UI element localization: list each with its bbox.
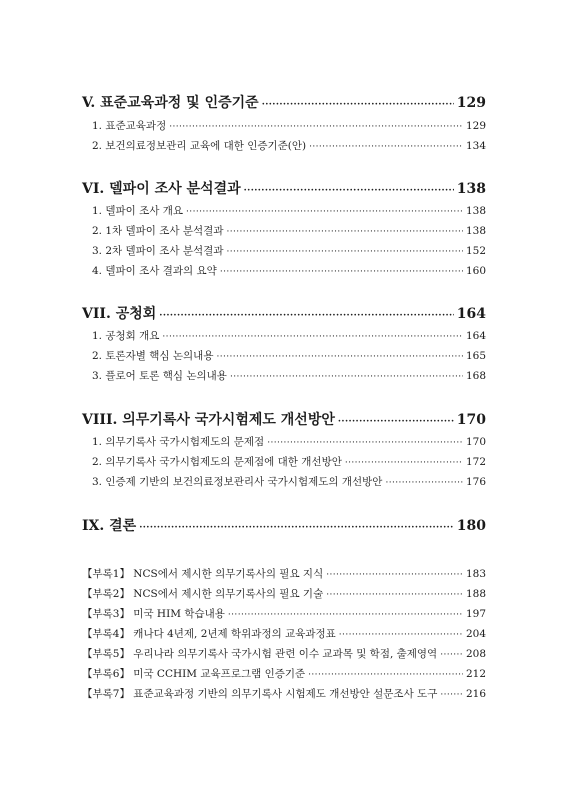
toc-page-number: 165 [465,350,486,362]
dot-leader [308,670,463,680]
toc-section-title: IX. 결론 [82,518,137,534]
toc-page-number: 176 [465,476,486,488]
toc-item[interactable] [92,203,486,218]
toc-page-number: 138 [456,181,486,197]
toc-appendix-title: 【부록5】 우리나라 의무기록사 국가시험 관련 이수 교과목 및 학점, 출제영역 [82,648,438,660]
toc-section-title: VIII. 의무기록사 국가시험제도 개선방안 [82,412,335,428]
toc-appendix-title: 【부록6】 미국 CCHIM 교육프로그램 인증기준 [82,668,306,680]
toc-section-vi[interactable] [82,178,486,198]
toc-item[interactable] [92,138,486,153]
toc-page-number: 208 [465,648,486,660]
dot-leader [326,590,463,600]
toc-page-number: 164 [456,306,486,322]
toc-appendix[interactable] [82,586,486,601]
toc-page-number: 152 [465,245,486,257]
dot-leader [338,417,454,427]
toc-page-number: 129 [456,95,486,111]
toc-page-number: 168 [465,370,486,382]
toc-item[interactable] [92,348,486,363]
dot-leader [267,438,463,448]
toc-appendix-title: 【부록1】 NCS에서 제시한 의무기록사의 필요 지식 [82,568,324,580]
dot-leader [440,690,463,700]
toc-page-number: 164 [465,330,486,342]
dot-leader [244,186,454,196]
toc-item-title: 3. 2차 델파이 조사 분석결과 [92,245,224,257]
toc-page-number: 197 [465,608,486,620]
toc-page-number: 129 [465,120,486,132]
toc-appendix-title: 【부록4】 캐나다 4년제, 2년제 학위과정의 교육과정표 [82,628,336,640]
toc-section-v[interactable] [82,92,486,112]
toc-section-title: V. 표준교육과정 및 인증기준 [82,95,259,111]
toc-section-title: VI. 델파이 조사 분석결과 [82,181,241,197]
toc-item[interactable] [92,118,486,133]
toc-page-number: 180 [456,518,486,534]
toc-page-number: 172 [465,456,486,468]
toc-item[interactable] [92,263,486,278]
toc-section-vii[interactable] [82,303,486,323]
toc-section-ix[interactable] [82,515,486,535]
dot-leader [169,122,463,132]
dot-leader [162,332,463,342]
toc-item[interactable] [92,368,486,383]
toc-item[interactable] [92,328,486,343]
toc-page-number: 138 [465,225,486,237]
dot-leader [186,207,463,217]
toc-item-title: 4. 델파이 조사 결과의 요약 [92,265,217,277]
toc-appendix[interactable] [82,606,486,621]
toc-section-title: VII. 공청회 [82,306,157,322]
dot-leader [226,247,462,257]
toc-page-number: 160 [465,265,486,277]
toc-page-number: 183 [465,568,486,580]
toc-item-title: 2. 의무기록사 국가시험제도의 문제점에 대한 개선방안 [92,456,342,468]
toc-item-title: 3. 인증제 기반의 보건의료정보관리사 국가시험제도의 개선방안 [92,476,383,488]
toc-appendix[interactable] [82,646,486,661]
dot-leader [228,610,463,620]
toc-appendix[interactable] [82,666,486,681]
toc-item-title: 1. 델파이 조사 개요 [92,205,184,217]
toc-page-number: 134 [465,140,486,152]
dot-leader [345,458,463,468]
dot-leader [216,352,462,362]
toc-page-number: 212 [465,668,486,680]
toc-item-title: 1. 의무기록사 국가시험제도의 문제점 [92,436,265,448]
toc-appendix[interactable] [82,566,486,581]
toc-item[interactable] [92,434,486,449]
toc-appendix[interactable] [82,626,486,641]
toc-appendix[interactable] [82,686,486,701]
toc-item[interactable] [92,454,486,469]
dot-leader [230,372,463,382]
toc-item[interactable] [92,223,486,238]
toc-appendix-title: 【부록7】 표준교육과정 기반의 의무기록사 시험제도 개선방안 설문조사 도구 [82,688,438,700]
dot-leader [326,570,463,580]
dot-leader [385,478,463,488]
dot-leader [309,142,463,152]
toc-appendix-title: 【부록3】 미국 HIM 학습내용 [82,608,225,620]
dot-leader [440,650,463,660]
dot-leader [339,630,463,640]
toc-page-number: 216 [465,688,486,700]
toc-page-number: 170 [456,412,486,428]
toc-item-title: 1. 표준교육과정 [92,120,167,132]
toc-item-title: 2. 1차 델파이 조사 분석결과 [92,225,224,237]
toc-item-title: 1. 공청회 개요 [92,330,160,342]
toc-item-title: 2. 보건의료정보관리 교육에 대한 인증기준(안) [92,140,307,152]
toc-page-number: 188 [465,588,486,600]
toc-item[interactable] [92,243,486,258]
dot-leader [220,267,463,277]
dot-leader [139,523,454,533]
toc-item[interactable] [92,474,486,489]
dot-leader [226,227,462,237]
toc-page-number: 204 [465,628,486,640]
toc-page-number: 138 [465,205,486,217]
toc-item-title: 2. 토론자별 핵심 논의내용 [92,350,214,362]
dot-leader [159,311,453,321]
toc-page-number: 170 [465,436,486,448]
toc-section-viii[interactable] [82,409,486,429]
toc-item-title: 3. 플로어 토론 핵심 논의내용 [92,370,227,382]
dot-leader [262,100,454,110]
toc-appendix-title: 【부록2】 NCS에서 제시한 의무기록사의 필요 기술 [82,588,324,600]
